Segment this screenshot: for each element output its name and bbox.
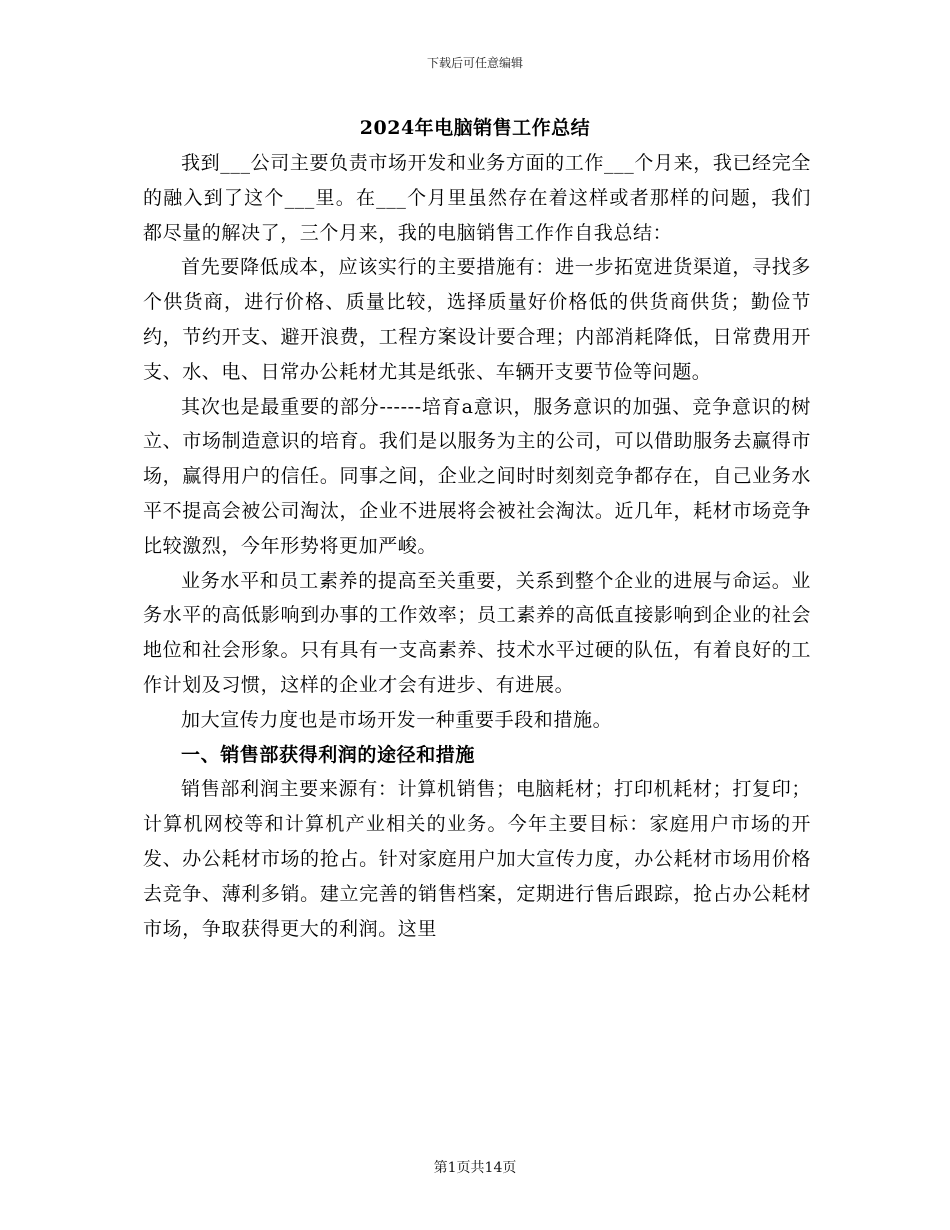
paragraph: 其次也是最重要的部分------培育a意识，服务意识的加强、竞争意识的树立、市场制造意识的培育。我们是以服务为主的公司，可以借助服务去赢得市场，赢得用户的信任。同事之间，企业之间时时刻刻竞争都存在，自己业务水平不提高会被公司淘汰，企业不进展将会被社会淘汰。近几年，耗材市场竞争比较激烈，今年形势将更加严峻。 bbox=[143, 395, 811, 557]
paragraph: 首先要降低成本，应该实行的主要措施有：进一步拓宽进货渠道，寻找多个供货商，进行价格、质量比较，选择质量好价格低的供货商供货；勤俭节约，节约开支、避开浪费，工程方案设计要合理；内部消耗降低，日常费用开支、水、电、日常办公耗材尤其是纸张、车辆开支要节俭等问题。 bbox=[143, 256, 811, 383]
document-body bbox=[143, 146, 811, 946]
header-note: 下载后可任意编辑 bbox=[426, 56, 523, 70]
paragraph: 我到___公司主要负责市场开发和业务方面的工作___个月来，我已经完全的融入到了这个___里。在___个月里虽然存在着这样或者那样的问题，我们都尽量的解决了，三个月来，我的电脑销售工作作自我总结： bbox=[143, 152, 811, 244]
paragraph: 销售部利润主要来源有：计算机销售；电脑耗材；打印机耗材；打复印；计算机网校等和计算机产业相关的业务。今年主要目标：家庭用户市场的开发、办公耗材市场的抢占。针对家庭用户加大宣传力度，办公耗材市场用价格去竞争、薄利多销。建立完善的销售档案，定期进行售后跟踪，抢占办公耗材市场，争取获得更大的利润。这里 bbox=[143, 778, 811, 940]
paragraph: 业务水平和员工素养的提高至关重要，关系到整个企业的进展与命运。业务水平的高低影响到办事的工作效率；员工素养的高低直接影响到企业的社会地位和社会形象。只有具有一支高素养、技术水平过硬的队伍，有着良好的工作计划及习惯，这样的企业才会有进步、有进展。 bbox=[143, 569, 811, 696]
paragraph: 加大宣传力度也是市场开发一种重要手段和措施。 bbox=[181, 708, 613, 731]
page-number-footer: 第1页共14页 bbox=[433, 1160, 517, 1176]
document-title: 2024年电脑销售工作总结 bbox=[359, 117, 591, 139]
section-heading: 一、销售部获得利润的途径和措施 bbox=[181, 743, 476, 766]
